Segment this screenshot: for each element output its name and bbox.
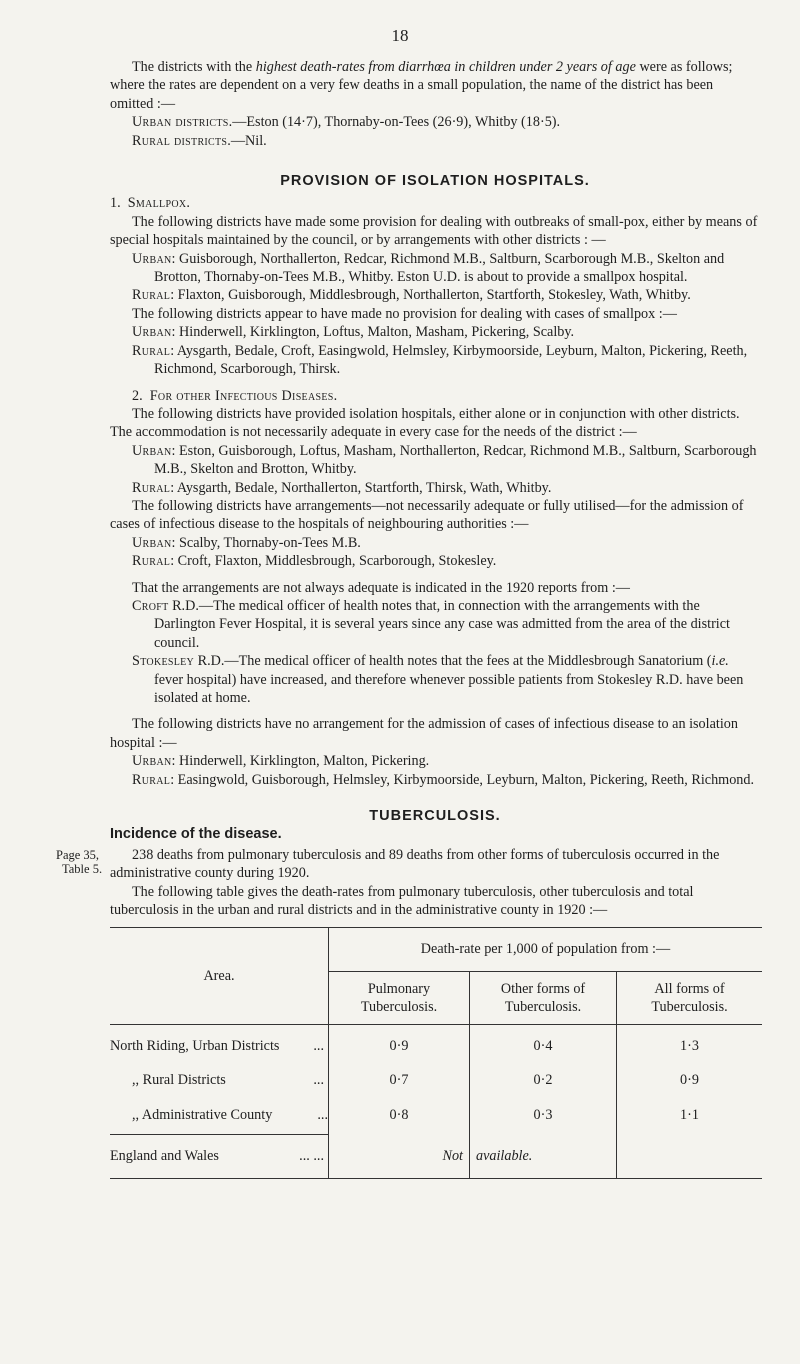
col-all-header <box>617 971 763 1024</box>
table-row-england-wales <box>110 1135 762 1178</box>
sp-rural-label: Rural <box>132 287 171 304</box>
arr-urban-label: Urban <box>132 534 172 551</box>
sp-none-rural-label: Rural <box>132 342 171 359</box>
diarrhoea-text-italic: highest death-rates from diarrhœa in children under 2 years of age <box>255 59 636 75</box>
row-all: 0·9 <box>617 1063 763 1097</box>
sp-urban-text: : Guisborough, Northallerton, Redcar, Richmond M.B., Saltburn, Scarborough M.B., Skelton and Brotton, Thornaby-on-Tees M.B., Whitby. Eston U.D. is about to provide a smallpox hospital. <box>154 250 725 286</box>
col2-line1: Other forms of <box>500 980 586 997</box>
no-arrangement-rural <box>110 771 760 789</box>
row-all: 1·1 <box>617 1098 763 1135</box>
rural-label: Rural districts <box>132 132 228 149</box>
row-dots: ... <box>313 1037 324 1054</box>
none-rural-label: Rural <box>132 771 171 788</box>
area-header: Area. <box>110 928 329 1024</box>
tuberculosis-subheading: Incidence of the disease. <box>110 826 282 843</box>
arr-urban-text: : Scalby, Thornaby-on-Tees M.B. <box>171 534 361 551</box>
tb-paragraph-1: 238 deaths from pulmonary tuberculosis and 89 deaths from other forms of tuberculosis occurred in the administrative county during 1920. <box>110 846 720 882</box>
none-urban-label: Urban <box>132 753 172 770</box>
sp-rural-text: : Flaxton, Guisborough, Middlesbrough, Northallerton, Startforth, Stokesley, Wath, Whitby. <box>170 287 691 304</box>
row-area <box>110 1098 329 1135</box>
row-other: 0·4 <box>470 1024 617 1063</box>
row-area-label: North Riding, Urban Districts <box>110 1037 280 1054</box>
smallpox-rural <box>110 286 760 304</box>
margin-note-table: Table 5. <box>62 862 103 876</box>
page-number: 18 <box>391 26 409 45</box>
diarrhoea-rural <box>110 132 760 150</box>
smallpox-intro: The following districts have made some provision for dealing with outbreaks of small-pox, either by means of special hospitals maintained by the council, or by arrangements with other districts : — <box>110 213 758 249</box>
oi-rural-text: : Aysgarth, Bedale, Northallerton, Startforth, Thirsk, Wath, Whitby. <box>170 479 552 496</box>
col3-line1: All forms of <box>654 980 725 997</box>
croft-note <box>110 597 760 652</box>
row-area <box>110 1063 329 1097</box>
smallpox-urban <box>110 250 760 287</box>
stokesley-label: Stokesley <box>132 653 195 670</box>
isolation-heading: PROVISION OF ISOLATION HOSPITALS. <box>280 173 590 190</box>
other-intro: The following districts have provided isolation hospitals, either alone or in conjunction with other districts. The accommodation is not necessarily adequate in every case for the needs of the district :— <box>110 405 740 441</box>
england-wales-not: Not <box>329 1135 470 1178</box>
death-rate-group-header: Death-rate per 1,000 of population from :— <box>329 928 763 971</box>
other-urban <box>110 442 760 479</box>
sp-urban-label: Urban <box>132 250 172 267</box>
col-other-header <box>470 971 617 1024</box>
table-row <box>110 1024 762 1063</box>
row-other: 0·2 <box>470 1063 617 1097</box>
adequacy-intro: That the arrangements are not always adequate is indicated in the 1920 reports from :— <box>132 579 630 596</box>
arrangements-intro: The following districts have arrangements—not necessarily adequate or fully utilised—for the admission of cases of infectious disease to the hospitals of neighbouring authorities :— <box>110 497 744 533</box>
arrangements-urban <box>110 534 760 552</box>
arr-rural-text: : Croft, Flaxton, Middlesbrough, Scarborough, Stokesley. <box>170 553 497 570</box>
none-urban-text: : Hinderwell, Kirklington, Malton, Pickering. <box>171 753 430 770</box>
smallpox-none-rural <box>110 342 760 379</box>
diarrhoea-paragraph <box>110 58 760 113</box>
smallpox-num: 1. <box>110 195 121 212</box>
row-area <box>110 1024 329 1063</box>
stokesley-note <box>110 652 760 707</box>
croft-label: Croft <box>132 597 169 614</box>
margin-note <box>56 848 108 876</box>
oi-urban-label: Urban <box>132 442 172 459</box>
table-row <box>110 1098 762 1135</box>
diarrhoea-text-a: The districts with the <box>132 59 256 75</box>
no-arrangement-urban <box>110 752 760 770</box>
england-wales-available: available. <box>470 1135 617 1178</box>
table-header-row-1 <box>110 928 762 971</box>
document-body <box>110 58 760 1179</box>
col1-line1: Pulmonary <box>367 980 431 997</box>
col-pulmonary-header <box>329 971 470 1024</box>
row-other: 0·3 <box>470 1098 617 1135</box>
oi-urban-text: : Eston, Guisborough, Loftus, Masham, Northallerton, Redcar, Richmond M.B., Saltburn, Scarborough M.B., Skelton and Brotton, Whitby. <box>154 442 757 478</box>
row-dots: ... <box>317 1106 328 1123</box>
stokesley-text-b: fever hospital) have increased, and therefore whenever possible patients from Stokesley R.D. have been isolated at home. <box>154 671 744 706</box>
other-label: For other Infectious Diseases. <box>149 387 338 404</box>
rural-text: .—Nil. <box>227 132 267 149</box>
no-arrangement-intro: The following districts have no arrangement for the admission of cases of infectious disease to an isolation hospital :— <box>110 716 738 751</box>
smallpox-subhead <box>110 194 760 212</box>
none-rural-text: : Easingwold, Guisborough, Helmsley, Kirbymoorside, Leyburn, Malton, Pickering, Reeth, Richmond. <box>170 771 755 788</box>
england-wales-label: England and Wales <box>110 1148 219 1165</box>
sp-none-urban-label: Urban <box>132 324 172 341</box>
other-rural <box>110 479 760 497</box>
row-dots: ... <box>313 1072 324 1089</box>
arr-rural-label: Rural <box>132 553 171 570</box>
row-all: 1·3 <box>617 1024 763 1063</box>
col1-line2: Tuberculosis. <box>360 998 438 1015</box>
other-subhead <box>110 387 760 405</box>
table-row <box>110 1063 762 1097</box>
tuberculosis-heading: TUBERCULOSIS. <box>369 808 501 825</box>
sp-none-urban-text: : Hinderwell, Kirklington, Loftus, Malton, Masham, Pickering, Scalby. <box>171 324 575 341</box>
croft-text: R.D.—The medical officer of health notes that, in connection with the arrangements with the Darlington Fever Hospital, it is several years since any case was admitted from the area of the district council. <box>154 597 730 651</box>
smallpox-label: Smallpox. <box>127 195 191 212</box>
diarrhoea-urban <box>110 113 760 131</box>
stokesley-ie: i.e. <box>711 653 729 670</box>
row-area-label: ,, Rural Districts <box>132 1072 226 1089</box>
smallpox-none-intro: The following districts appear to have made no provision for dealing with cases of smallpox :— <box>132 305 677 322</box>
england-wales-dots: ... ... <box>299 1148 324 1165</box>
oi-rural-label: Rural <box>132 479 171 496</box>
arrangements-rural <box>110 552 760 570</box>
diarrhoea-text-c: were as follows; where the rates are dependent on a very few deaths in a small population, the name of the district has been omitted :— <box>110 59 733 112</box>
margin-note-page: Page 35, <box>56 848 100 862</box>
tb-paragraph-2: The following table gives the death-rates from pulmonary tuberculosis, other tuberculosis and total tuberculosis in the urban and rural districts and in the administrative county in 1920 :— <box>110 883 694 919</box>
col2-line2: Tuberculosis. <box>504 998 582 1015</box>
smallpox-none-urban <box>110 323 760 341</box>
row-pulmonary: 0·9 <box>329 1024 470 1063</box>
england-wales-area <box>110 1135 329 1178</box>
urban-text: .—Eston (14·7), Thornaby-on-Tees (26·9), Whitby (18·5). <box>228 114 561 131</box>
urban-label: Urban districts <box>132 114 229 131</box>
england-wales-empty <box>617 1135 763 1178</box>
row-pulmonary: 0·7 <box>329 1063 470 1097</box>
other-num: 2. <box>132 387 143 404</box>
row-area-label: ,, Administrative County <box>132 1106 273 1123</box>
col3-line2: Tuberculosis. <box>651 998 728 1015</box>
sp-none-rural-text: : Aysgarth, Bedale, Croft, Easingwold, Helmsley, Kirbymoorside, Leyburn, Malton, Pickering, Reeth, Richmond, Scarborough, Thirsk. <box>154 342 748 378</box>
row-pulmonary: 0·8 <box>329 1098 470 1135</box>
tb-death-rate-table <box>110 927 762 1178</box>
stokesley-text-a: R.D.—The medical officer of health notes that the fees at the Middlesbrough Sanatorium ( <box>194 653 712 670</box>
